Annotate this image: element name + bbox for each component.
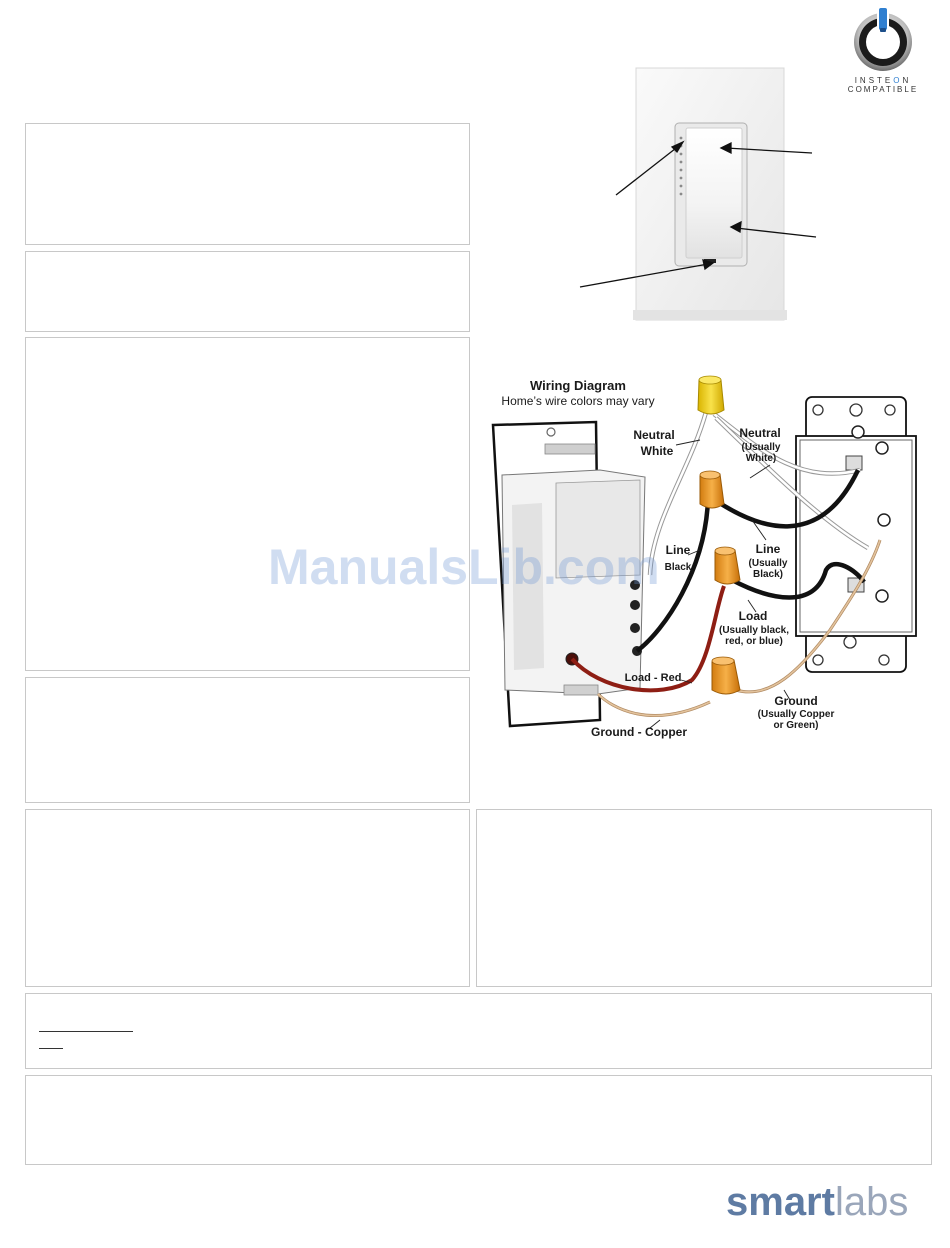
label-line-right-sub2: Black) bbox=[752, 569, 783, 580]
insteon-compatible-text bbox=[838, 76, 928, 94]
label-load-sub2: red, or blue) bbox=[725, 636, 783, 647]
smartlabs-brand bbox=[726, 1180, 908, 1225]
label-ground-sub1: (Usually Copper bbox=[757, 709, 835, 720]
label-line-right-sub1: (Usually bbox=[748, 558, 788, 569]
label-load: Load bbox=[738, 609, 768, 623]
wire-nut-orange-2 bbox=[715, 547, 740, 584]
label-neutral-white-1: Neutral bbox=[633, 428, 675, 442]
label-neutral-white-2: White bbox=[640, 444, 674, 458]
panel-8 bbox=[25, 1075, 932, 1165]
label-ground-sub2: or Green) bbox=[773, 720, 819, 731]
wire-nut-orange-3 bbox=[712, 657, 740, 694]
label-load-red: Load - Red bbox=[624, 672, 682, 684]
insteon-power-icon bbox=[838, 4, 928, 76]
label-line-left: Line bbox=[665, 543, 691, 557]
panel-7 bbox=[25, 993, 932, 1069]
diagram-subtitle: Home’s wire colors may vary bbox=[501, 394, 655, 408]
label-neutral-right-sub1: (Usually bbox=[741, 442, 781, 453]
brand-part1: smart bbox=[726, 1180, 835, 1224]
label-neutral-right: Neutral bbox=[739, 426, 781, 440]
label-load-sub1: (Usually black, bbox=[718, 625, 790, 636]
watermark: ManualsLib.com bbox=[268, 539, 660, 595]
panel-4 bbox=[25, 677, 470, 803]
panel-5 bbox=[25, 809, 470, 987]
switch-product-illustration bbox=[560, 64, 830, 326]
label-ground: Ground bbox=[774, 694, 818, 708]
panel-6 bbox=[476, 809, 932, 987]
compatible-text: COMPATIBLE bbox=[847, 85, 919, 95]
diagram-title: Wiring Diagram bbox=[530, 378, 626, 393]
label-neutral-right-sub2: White) bbox=[745, 453, 777, 464]
wire-nut-yellow bbox=[698, 376, 724, 414]
underline-1 bbox=[39, 1031, 133, 1032]
label-line-left-sub: Black bbox=[664, 562, 692, 573]
panel-1 bbox=[25, 123, 470, 245]
insteon-text-o: O bbox=[893, 76, 903, 85]
insteon-text-b: N bbox=[902, 76, 912, 85]
panel-3 bbox=[25, 337, 470, 671]
brand-part2: labs bbox=[834, 1180, 909, 1224]
label-ground-copper: Ground - Copper bbox=[591, 725, 687, 739]
wire-nut-orange-1 bbox=[700, 471, 724, 508]
panel-2 bbox=[25, 251, 470, 332]
underline-2 bbox=[39, 1048, 63, 1049]
label-line-right: Line bbox=[755, 542, 781, 556]
insteon-text-a: INSTE bbox=[854, 76, 894, 85]
